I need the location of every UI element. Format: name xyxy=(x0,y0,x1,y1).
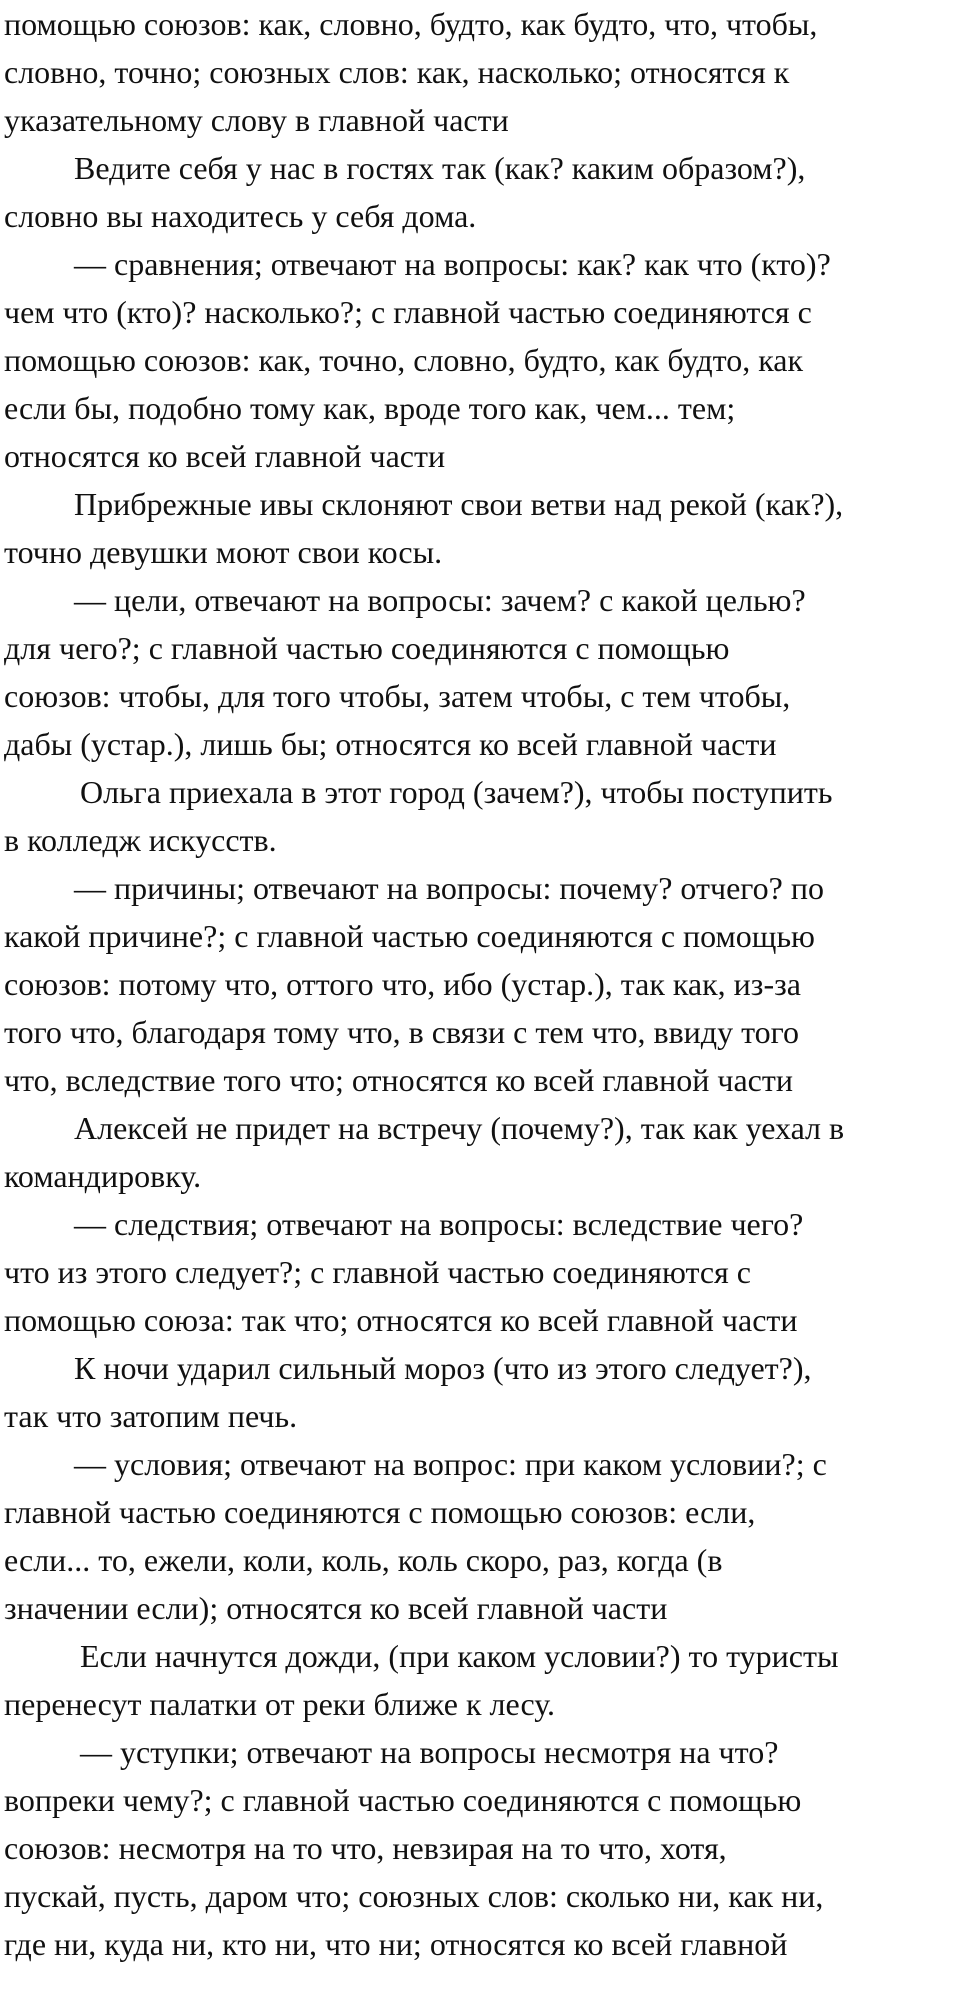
text-line: какой причине?; с главной частью соединяются с помощью xyxy=(4,918,815,954)
text-line: что, вследствие того что; относятся ко всей главной части xyxy=(4,1062,793,1098)
clause-type-heading: — следствия; отвечают на вопросы: вследствие чего? xyxy=(74,1206,804,1242)
clause-type-heading: — сравнения; отвечают на вопросы: как? как что (кто)? xyxy=(74,246,831,282)
text-line: для чего?; с главной частью соединяются с помощью xyxy=(4,630,730,666)
text-line: словно, точно; союзных слов: как, насколько; относятся к xyxy=(4,54,790,90)
document-page xyxy=(4,0,956,2000)
example-sentence: К ночи ударил сильный мороз (что из этого следует?), xyxy=(74,1350,812,1386)
example-sentence: Алексей не придет на встречу (почему?), так как уехал в xyxy=(74,1110,845,1146)
text-line: значении если); относятся ко всей главной части xyxy=(4,1590,668,1626)
text-line: союзов: потому что, оттого что, ибо (устар.), так как, из-за xyxy=(4,966,801,1002)
text-line: дабы (устар.), лишь бы; относятся ко всей главной части xyxy=(4,726,777,762)
text-line: относятся ко всей главной части xyxy=(4,438,446,474)
text-line: где ни, куда ни, кто ни, что ни; относятся ко всей главной xyxy=(4,1926,788,1962)
example-sentence: Ольга приехала в этот город (зачем?), чтобы поступить xyxy=(80,774,833,810)
example-sentence: так что затопим печь. xyxy=(4,1398,298,1434)
text-line: главной частью соединяются с помощью союзов: если, xyxy=(4,1494,756,1530)
text-line: вопреки чему?; с главной частью соединяются с помощью xyxy=(4,1782,802,1818)
text-line: чем что (кто)? насколько?; с главной частью соединяются с xyxy=(4,294,812,330)
example-sentence: словно вы находитесь у себя дома. xyxy=(4,198,477,234)
text-line: помощью союзов: как, точно, словно, будто, как будто, как xyxy=(4,342,804,378)
example-sentence: Если начнутся дожди, (при каком условии?) то туристы xyxy=(80,1638,839,1674)
text-line: если... то, ежели, коли, коль, коль скоро, раз, когда (в xyxy=(4,1542,723,1578)
example-sentence: командировку. xyxy=(4,1158,202,1194)
clause-type-heading: — причины; отвечают на вопросы: почему? отчего? по xyxy=(74,870,824,906)
text-line: если бы, подобно тому как, вроде того как, чем... тем; xyxy=(4,390,736,426)
clause-type-heading: — цели, отвечают на вопросы: зачем? с какой целью? xyxy=(74,582,806,618)
example-sentence: точно девушки моют свои косы. xyxy=(4,534,443,570)
example-sentence: перенесут палатки от реки ближе к лесу. xyxy=(4,1686,556,1722)
example-sentence: Прибрежные ивы склоняют свои ветви над рекой (как?), xyxy=(74,486,844,522)
text-line: помощью союзов: как, словно, будто, как будто, что, чтобы, xyxy=(4,6,818,42)
clause-type-heading: — условия; отвечают на вопрос: при каком условии?; с xyxy=(74,1446,827,1482)
text-line: указательному слову в главной части xyxy=(4,102,509,138)
text-line: союзов: чтобы, для того чтобы, затем чтобы, с тем чтобы, xyxy=(4,678,791,714)
example-sentence: в колледж искусств. xyxy=(4,822,277,858)
example-sentence: Ведите себя у нас в гостях так (как? каким образом?), xyxy=(74,150,806,186)
text-line: пускай, пусть, даром что; союзных слов: сколько ни, как ни, xyxy=(4,1878,824,1914)
text-line: союзов: несмотря на то что, невзирая на то что, хотя, xyxy=(4,1830,727,1866)
clause-type-heading: — уступки; отвечают на вопросы несмотря на что? xyxy=(80,1734,779,1770)
text-line: того что, благодаря тому что, в связи с тем что, ввиду того xyxy=(4,1014,799,1050)
text-line: помощью союза: так что; относятся ко всей главной части xyxy=(4,1302,798,1338)
text-line: что из этого следует?; с главной частью соединяются с xyxy=(4,1254,751,1290)
